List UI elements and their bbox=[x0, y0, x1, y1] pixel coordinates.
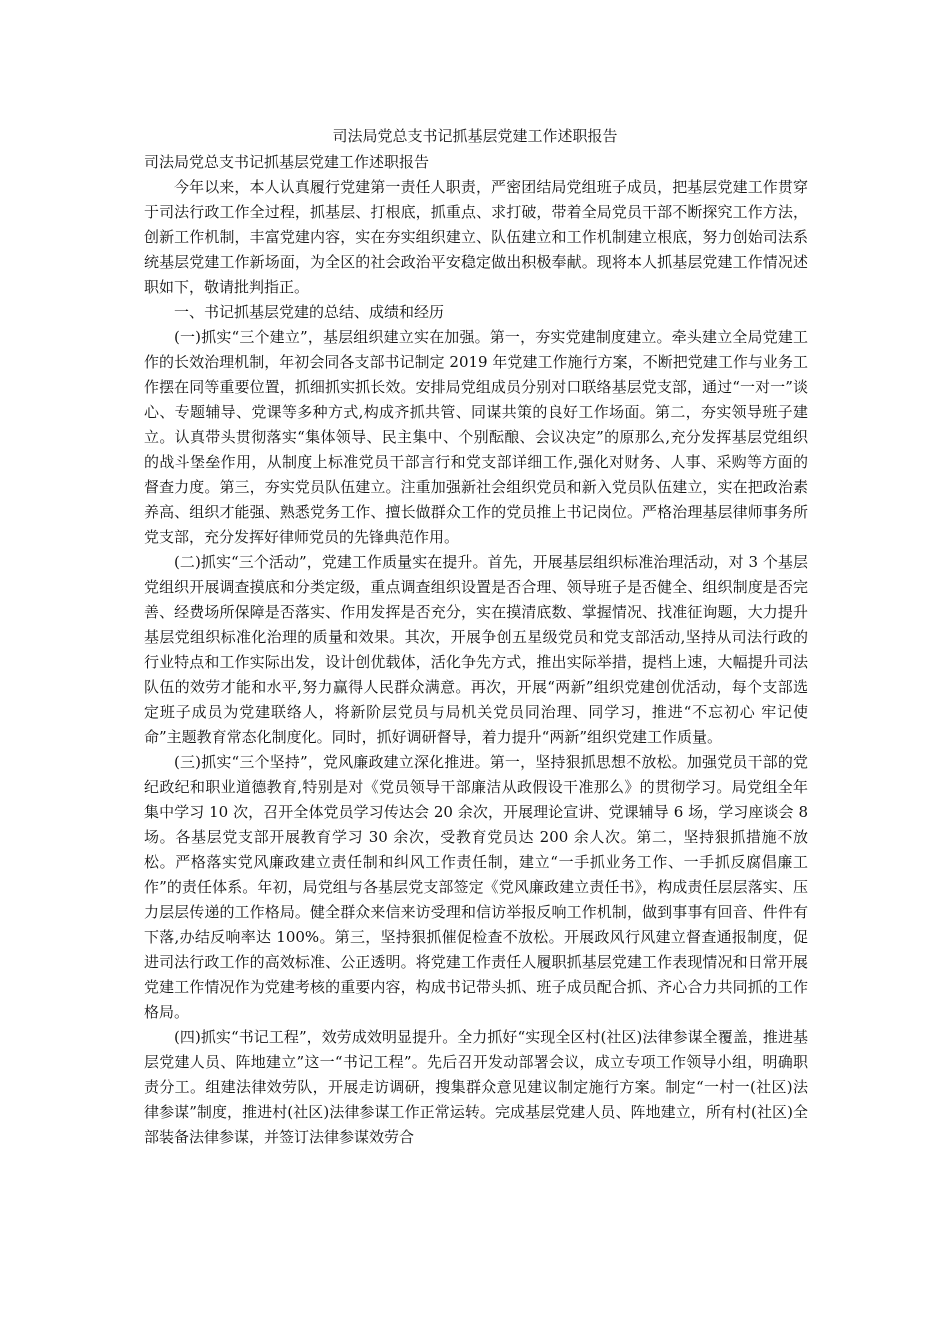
paragraph-secretary-project: (四)抓实“书记工程”，效劳成效明显提升。全力抓好“实现全区村(社区)法律参谋全覆盖，推进基层党建人员、阵地建立”这一“书记工程”。先后召开发动部署会议，成立专项工作领导小组，明确职责分工。组建法律效劳队，开展走访调研，搜集群众意见建议制定施行方案。制定“一村一(社区)法律参谋”制度，推进村(社区)法律参谋工作正常运转。完成基层党建人员、阵地建立，所有村(社区)全部装备法律参谋，并签订法律参谋效劳合 bbox=[144, 1028, 808, 1146]
document-subtitle: 司法局党总支书记抓基层党建工作述职报告 bbox=[144, 153, 430, 171]
section-heading: 一、书记抓基层党建的总结、成绩和经历 bbox=[174, 303, 445, 321]
document-body bbox=[144, 175, 808, 1150]
paragraph-three-establishments: (一)抓实“三个建立”，基层组织建立实在加强。第一，夯实党建制度建立。牵头建立全局党建工作的长效治理机制，年初会同各支部书记制定 2019 年党建工作施行方案，不断把党建工作与业务工作摆在同等重要位置，抓细抓实抓长效。安排局党组成员分别对口联络基层党支部，通过“一对一”谈心、专题辅导、党课等多种方式,构成齐抓共管、同谋共策的良好工作场面。第二，夯实领导班子建立。认真带头贯彻落实“集体领导、民主集中、个别酝酿、会议决定”的原那么,充分发挥基层党组织的战斗堡垒作用，从制度上标准党员干部言行和党支部详细工作,强化对财务、人事、采购等方面的督查力度。第三，夯实党员队伍建立。注重加强新社会组织党员和新入党员队伍建立，实在把政治素养高、组织才能强、熟悉党务工作、擅长做群众工作的党员推上书记岗位。严格治理基层律师事务所党支部，充分发挥好律师党员的先锋典范作用。 bbox=[144, 328, 808, 546]
document-title: 司法局党总支书记抓基层党建工作述职报告 bbox=[332, 127, 618, 145]
paragraph-three-persistences: (三)抓实“三个坚持”，党风廉政建立深化推进。第一，坚持狠抓思想不放松。加强党员干部的党纪政纪和职业道德教育,特别是对《党员领导干部廉洁从政假设干准那么》的贯彻学习。局党组全年集中学习 10 次，召开全体党员学习传达会 20 余次，开展理论宣讲、党课辅导 6 场，学习座谈会 8 场。各基层党支部开展教育学习 30 余次，受教育党员达 200 余人次。第二，坚持狠抓措施不放松。严格落实党风廉政建立责任制和纠风工作责任制，建立“一手抓业务工作、一手抓反腐倡廉工作”的责任体系。年初，局党组与各基层党支部签定《党风廉政建立责任书》，构成责任层层落实、压力层层传递的工作格局。健全群众来信来访受理和信访举报反响工作机制，做到事事有回音、件件有下落,办结反响率达 100%。第三，坚持狠抓催促检查不放松。开展政风行风建立督查通报制度，促进司法行政工作的高效标准、公正透明。将党建工作责任人履职抓基层党建工作表现情况和日常开展党建工作情况作为党建考核的重要内容，构成书记带头抓、班子成员配合抓、齐心合力共同抓的工作格局。 bbox=[144, 753, 808, 1021]
intro-paragraph: 今年以来，本人认真履行党建第一责任人职责，严密团结局党组班子成员，把基层党建工作贯穿于司法行政工作全过程，抓基层、打根底，抓重点、求打破，带着全局党员干部不断探究工作方法，创新工作机制，丰富党建内容，实在夯实组织建立、队伍建立和工作机制建立根底，努力创始司法系统基层党建工作新场面，为全区的社会政治平安稳定做出积极奉献。现将本人抓基层党建工作情况述职如下，敬请批判指正。 bbox=[144, 178, 808, 296]
paragraph-three-activities: (二)抓实“三个活动”，党建工作质量实在提升。首先，开展基层组织标准治理活动，对 3 个基层党组织开展调查摸底和分类定级，重点调查组织设置是否合理、领导班子是否健全、组织制度是否完善、经费场所保障是否落实、作用发挥是否充分，实在摸清底数、掌握情况、找准征询题，大力提升基层党组织标准化治理的质量和效果。其次，开展争创五星级党员和党支部活动,坚持从司法行政的行业特点和工作实际出发，设计创优载体，活化争先方式，推出实际举措，提档上速，大幅提升司法队伍的效劳才能和水平,努力赢得人民群众满意。再次，开展“两新”组织党建创优活动，每个支部选定班子成员为党建联络人，将新阶层党员与局机关党员同治理、同学习，推进“不忘初心 牢记使命”主题教育常态化制度化。同时，抓好调研督导，着力提升“两新”组织党建工作质量。 bbox=[144, 553, 808, 746]
